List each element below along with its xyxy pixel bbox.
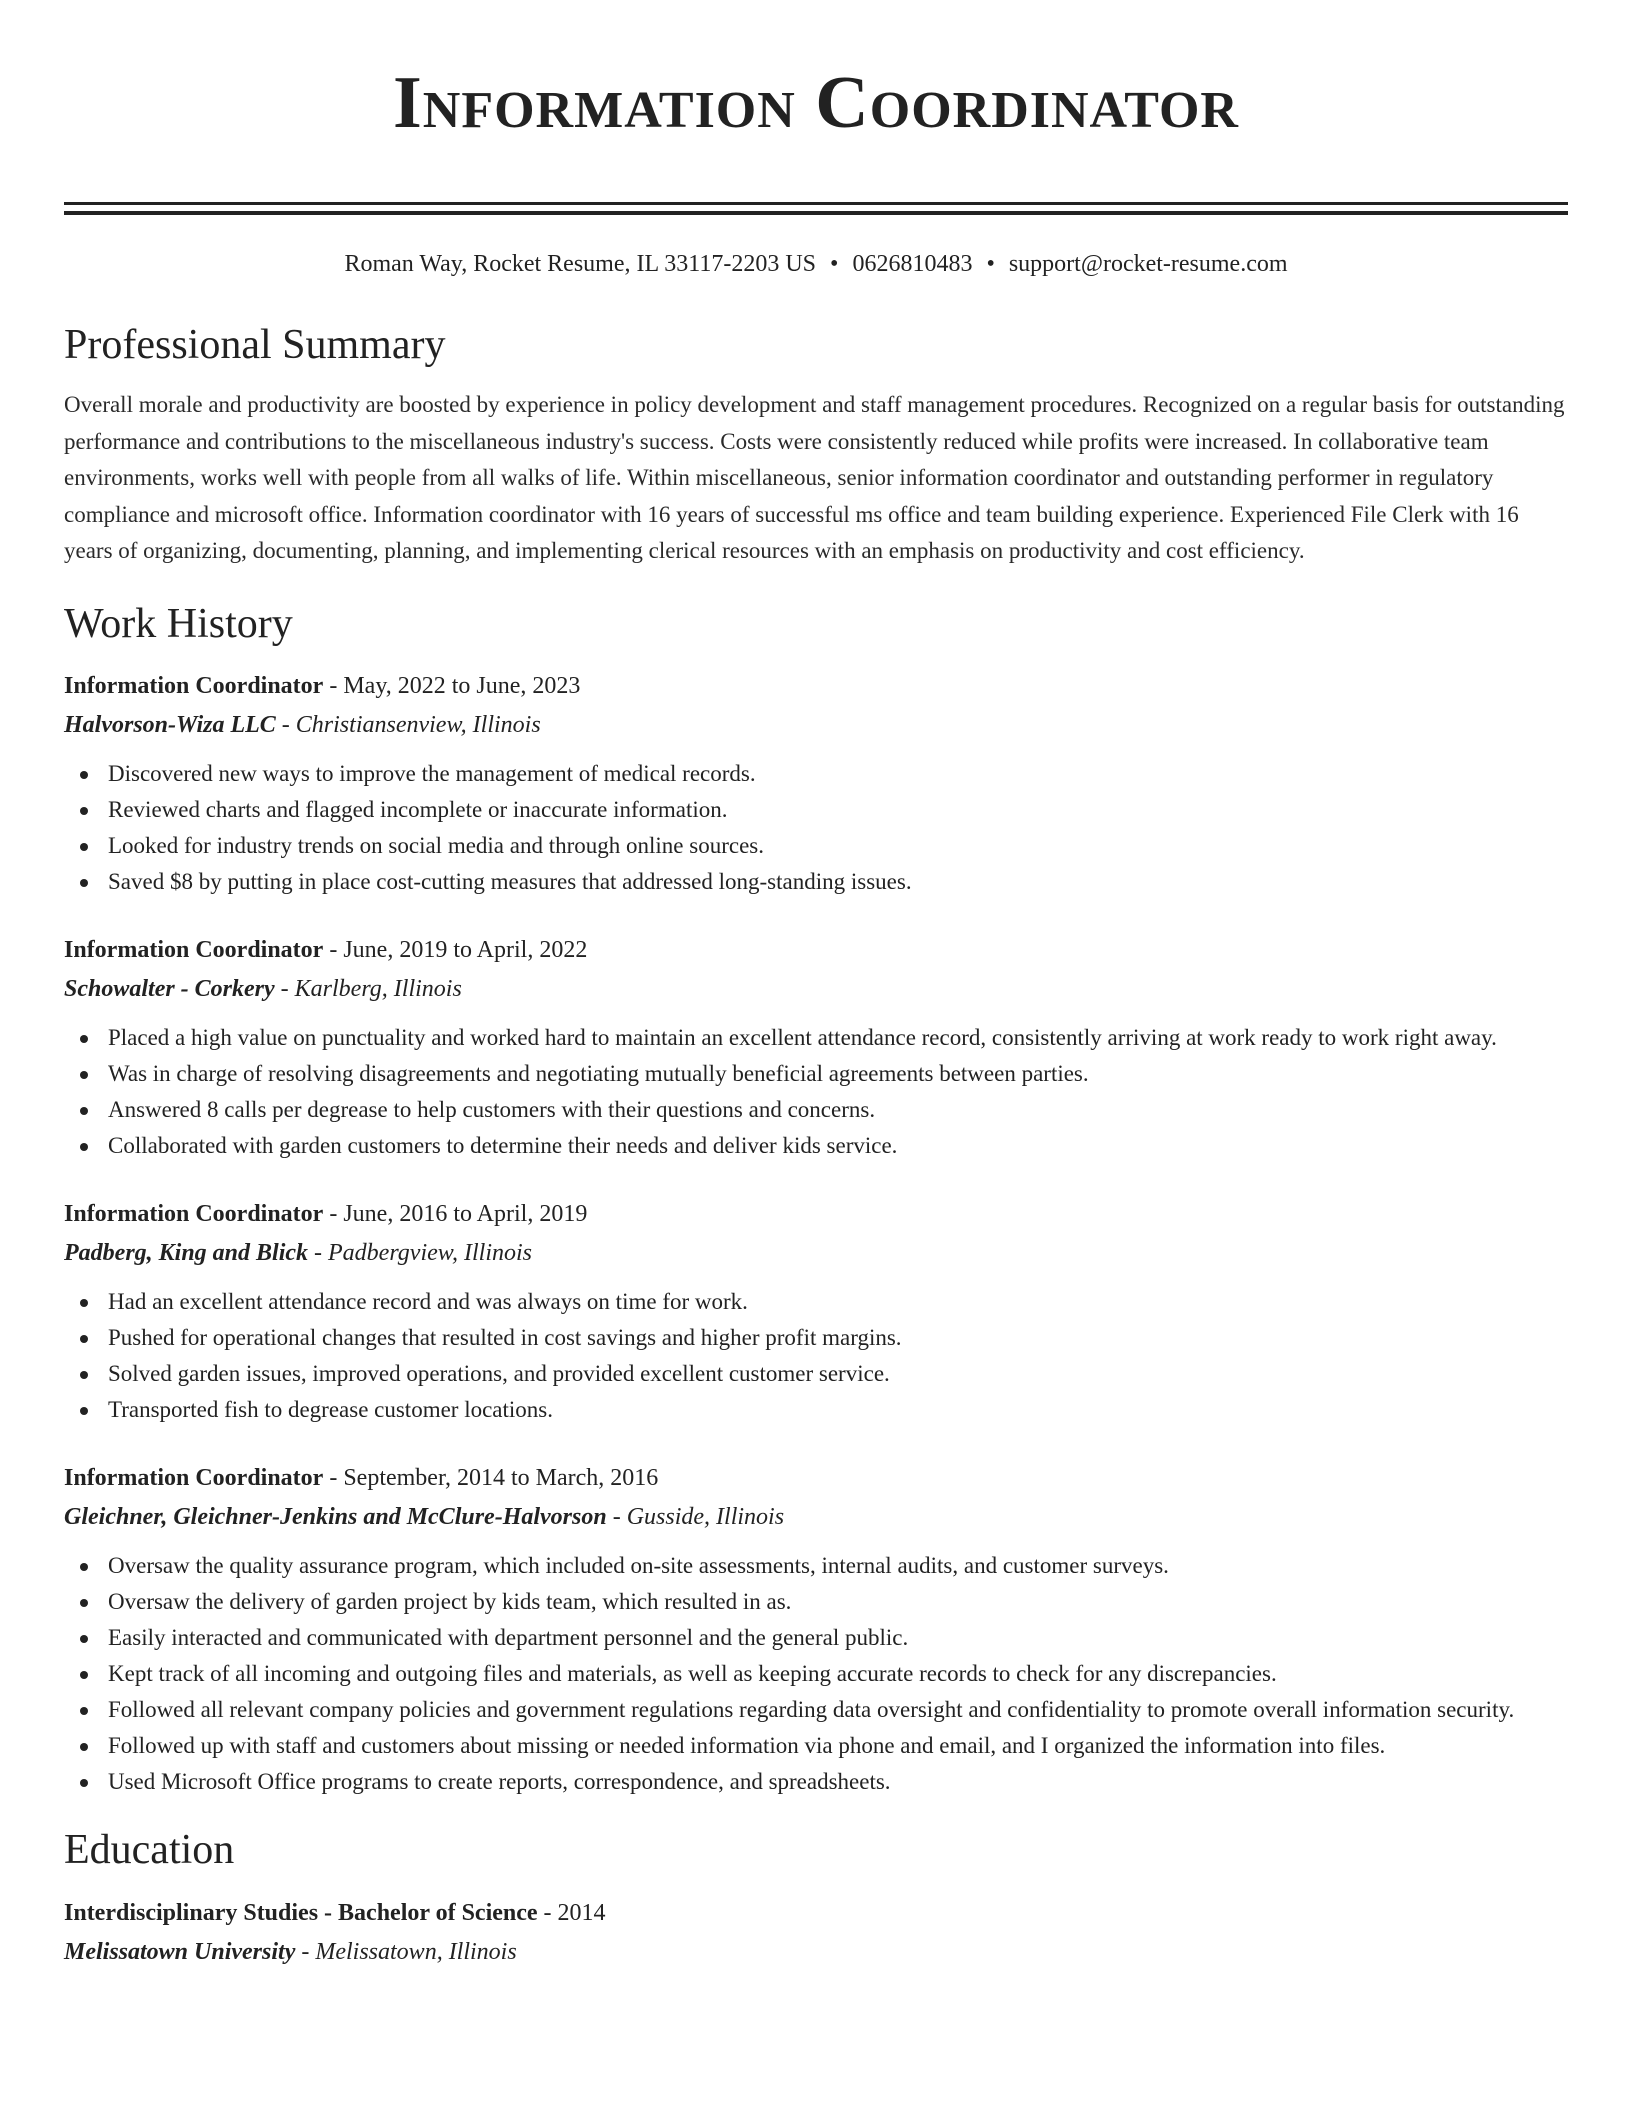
job-company: Gleichner, Gleichner-Jenkins and McClure-Halvorson [64, 1503, 607, 1530]
job-location: - Gusside, Illinois [606, 1503, 785, 1530]
degree-line [64, 1894, 1568, 1932]
job-bullet: Answered 8 calls per degrease to help customers with their questions and concerns. [64, 1092, 1568, 1128]
job-company: Halvorson-Wiza LLC [64, 711, 276, 738]
job-title-line [64, 931, 1568, 969]
contact-separator: • [830, 251, 839, 277]
header-divider-top [64, 202, 1568, 205]
contact-line [64, 247, 1568, 281]
job-bullet: Followed up with staff and customers about missing or needed information via phone and email, and I organized the information into files. [64, 1728, 1568, 1764]
employer-line [64, 1233, 1568, 1273]
job-bullet: Was in charge of resolving disagreements and negotiating mutually beneficial agreements between parties. [64, 1056, 1568, 1092]
job-title: Information Coordinator [64, 936, 324, 963]
employer-line [64, 969, 1568, 1009]
education-entry [64, 1894, 1568, 1972]
resume-page [64, 0, 1568, 1972]
job-title: Information Coordinator [64, 672, 324, 699]
job-title: Information Coordinator [64, 1464, 324, 1491]
job-bullet: Discovered new ways to improve the management of medical records. [64, 756, 1568, 792]
job-company: Schowalter - Corkery [64, 975, 275, 1002]
job-title-line [64, 1459, 1568, 1497]
job-bullets [64, 1020, 1568, 1164]
school-location: - Melissatown, Illinois [295, 1938, 517, 1965]
job-entry [64, 1195, 1568, 1428]
job-dates: - June, 2019 to April, 2022 [323, 936, 588, 963]
job-bullet: Collaborated with garden customers to determine their needs and deliver kids service. [64, 1128, 1568, 1164]
job-bullet: Followed all relevant company policies and government regulations regarding data oversight and confidentiality to promote overall information security. [64, 1692, 1568, 1728]
education-heading: Education [64, 1826, 235, 1873]
contact-separator: • [986, 251, 995, 277]
job-bullets [64, 1548, 1568, 1800]
job-bullet: Oversaw the quality assurance program, which included on-site assessments, internal audits, and customer surveys. [64, 1548, 1568, 1584]
job-bullet: Looked for industry trends on social media and through online sources. [64, 828, 1568, 864]
job-title-line [64, 1195, 1568, 1233]
school-name: Melissatown University [64, 1938, 296, 1965]
job-bullets [64, 1284, 1568, 1428]
contact-address: Roman Way, Rocket Resume, IL 33117-2203 US [344, 251, 817, 277]
job-bullet: Oversaw the delivery of garden project by kids team, which resulted in as. [64, 1584, 1568, 1620]
job-location: - Karlberg, Illinois [274, 975, 462, 1002]
resume-name: Information Coordinator [393, 62, 1239, 144]
employer-line [64, 705, 1568, 745]
contact-email: support@rocket-resume.com [1008, 251, 1288, 277]
job-location: - Christiansenview, Illinois [275, 711, 541, 738]
job-title: Information Coordinator [64, 1200, 324, 1227]
job-bullet: Reviewed charts and flagged incomplete or inaccurate information. [64, 792, 1568, 828]
school-line [64, 1932, 1568, 1972]
job-title-line [64, 667, 1568, 705]
job-entry [64, 931, 1568, 1164]
graduation-year: - 2014 [537, 1899, 606, 1926]
employer-line [64, 1497, 1568, 1537]
header-divider-bottom [64, 211, 1568, 215]
degree: Interdisciplinary Studies - Bachelor of Science [64, 1899, 538, 1926]
job-entry [64, 667, 1568, 900]
job-bullet: Had an excellent attendance record and was always on time for work. [64, 1284, 1568, 1320]
work-history-heading: Work History [64, 600, 293, 647]
job-bullet: Pushed for operational changes that resulted in cost savings and higher profit margins. [64, 1320, 1568, 1356]
job-bullet: Placed a high value on punctuality and worked hard to maintain an excellent attendance record, consistently arriving at work ready to work right away. [64, 1020, 1568, 1056]
summary-text: Overall morale and productivity are boosted by experience in policy development and staff management procedures. Recognized on a regular basis for outstanding performance and contributions to the miscellaneous industry's success. Costs were consistently reduced while profits were increased. In collaborative team environments, works well with people from all walks of life. Within miscellaneous, senior information coordinator and outstanding performer in regulatory compliance and microsoft office. Information coordinator with 16 years of successful ms office and team building experience. Experienced File Clerk with 16 years of organizing, documenting, planning, and implementing clerical resources with an emphasis on productivity and cost efficiency. [64, 392, 1565, 563]
job-bullet: Solved garden issues, improved operations, and provided excellent customer service. [64, 1356, 1568, 1392]
job-company: Padberg, King and Blick [64, 1239, 309, 1266]
job-dates: - May, 2022 to June, 2023 [323, 672, 581, 699]
job-bullet: Saved $8 by putting in place cost-cutting measures that addressed long-standing issues. [64, 864, 1568, 900]
job-bullets [64, 756, 1568, 900]
job-entry [64, 1459, 1568, 1800]
job-dates: - June, 2016 to April, 2019 [323, 1200, 588, 1227]
job-bullet: Kept track of all incoming and outgoing files and materials, as well as keeping accurate records to check for any discrepancies. [64, 1656, 1568, 1692]
job-bullet: Transported fish to degrease customer locations. [64, 1392, 1568, 1428]
contact-phone: 0626810483 [852, 251, 973, 277]
job-dates: - September, 2014 to March, 2016 [323, 1464, 659, 1491]
job-location: - Padbergview, Illinois [308, 1239, 532, 1266]
summary-heading: Professional Summary [64, 322, 446, 368]
job-bullet: Easily interacted and communicated with department personnel and the general public. [64, 1620, 1568, 1656]
job-bullet: Used Microsoft Office programs to create reports, correspondence, and spreadsheets. [64, 1764, 1568, 1800]
